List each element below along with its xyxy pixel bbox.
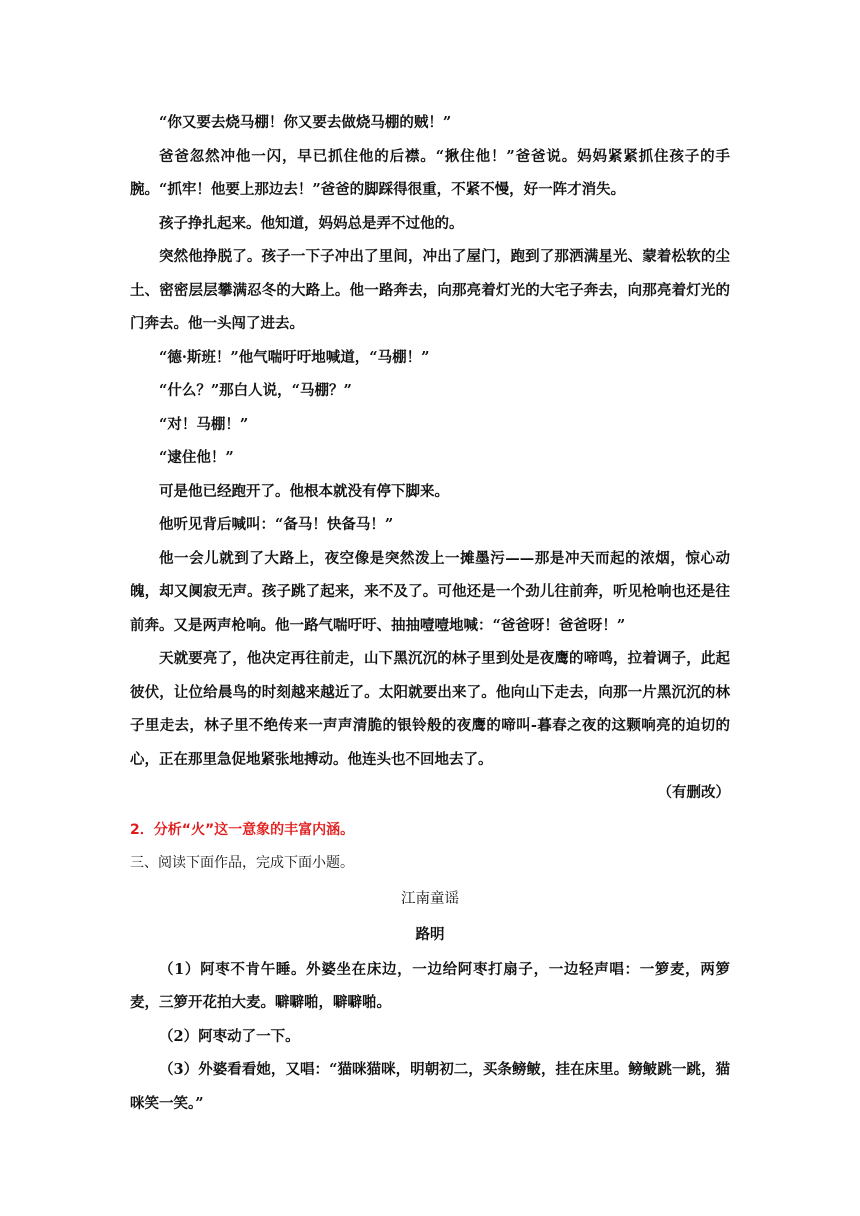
passage1-paragraph: 爸爸忽然冲他一闪，早已抓住他的后襟。“揪住他！”爸爸说。妈妈紧紧抓住孩子的手腕。“抓牢！他要上那边去！”爸爸的脚踩得很重，不紧不慢，好一阵才消失。 xyxy=(130,147,730,198)
passage1-paragraph: “对！马棚！” xyxy=(159,415,249,433)
passage1-paragraph: 突然他挣脱了。孩子一下子冲出了里间，冲出了屋门，跑到了那洒满星光、蒙着松软的尘土、密密层层攀满忍冬的大路上。他一路奔去，向那亮着灯光的大宅子奔去，向那亮着灯光的门奔去。他一头闯了进去。 xyxy=(130,248,730,332)
passage2-paragraph: （1）阿枣不肯午睡。外婆坐在床边，一边给阿枣打扇子，一边轻声唱：一箩麦，两箩麦，三箩开花拍大麦。噼噼啪，噼噼啪。 xyxy=(130,960,730,1011)
passage1-paragraph: 可是他已经跑开了。他根本就没有停下脚来。 xyxy=(159,482,449,500)
passage1-paragraph: “什么？”那白人说，“马棚？” xyxy=(159,382,352,399)
passage1-paragraph: “你又要去烧马棚！你又要去做烧马棚的贼！” xyxy=(159,114,452,131)
passage1-paragraph: 天就要亮了，他决定再往前走，山下黑沉沉的林子里到处是夜鹰的啼鸣，拉着调子，此起彼伏，让位给晨鸟的时刻越来越近了。太阳就要出来了。他向山下走去，向那一片黑沉沉的林子里走去，林子里不绝传来一声声清脆的银铃般的夜鹰的啼叫-暮春之夜的这颗响亮的迫切的心，正在那里急促地紧张地搏动。他连头也不回地去了。 xyxy=(130,650,730,768)
passage1-paragraph: 他一会儿就到了大路上，夜空像是突然泼上一摊墨污——那是冲天而起的浓烟，惊心动魄，却又阒寂无声。孩子跳了起来，来不及了。可他还是一个劲儿往前奔，听见枪响也还是往前奔。又是两声枪响。他一路气喘吁吁、抽抽噎噎地喊：“爸爸呀！爸爸呀！” xyxy=(130,549,730,634)
passage2-author: 路明 xyxy=(415,925,445,943)
passage1-paragraph: “德·斯班！”他气喘吁吁地喊道，“马棚！” xyxy=(159,348,430,366)
question-2: 2．分析“火”这一意象的丰富内涵。 xyxy=(130,821,355,838)
passage1-paragraph: 他听见背后喊叫：“备马！快备马！” xyxy=(159,516,394,533)
passage1-paragraph: 孩子挣扎起来。他知道，妈妈总是弄不过他的。 xyxy=(159,214,464,232)
passage2-paragraph: （3）外婆看看她，又唱：“猫咪猫咪，明朝初二，买条鳑鲏，挂在床里。鳑鲏跳一跳，猫咪笑一笑。” xyxy=(130,1061,730,1112)
passage2-title: 江南童谣 xyxy=(401,890,459,907)
section-3-heading: 三、阅读下面作品，完成下面小题。 xyxy=(130,855,354,871)
edit-note: （有删改） xyxy=(657,784,730,801)
passage2-paragraph: （2）阿枣动了一下。 xyxy=(159,1027,300,1045)
passage1-paragraph: “逮住他！” xyxy=(159,449,234,466)
document-body xyxy=(130,106,730,1120)
